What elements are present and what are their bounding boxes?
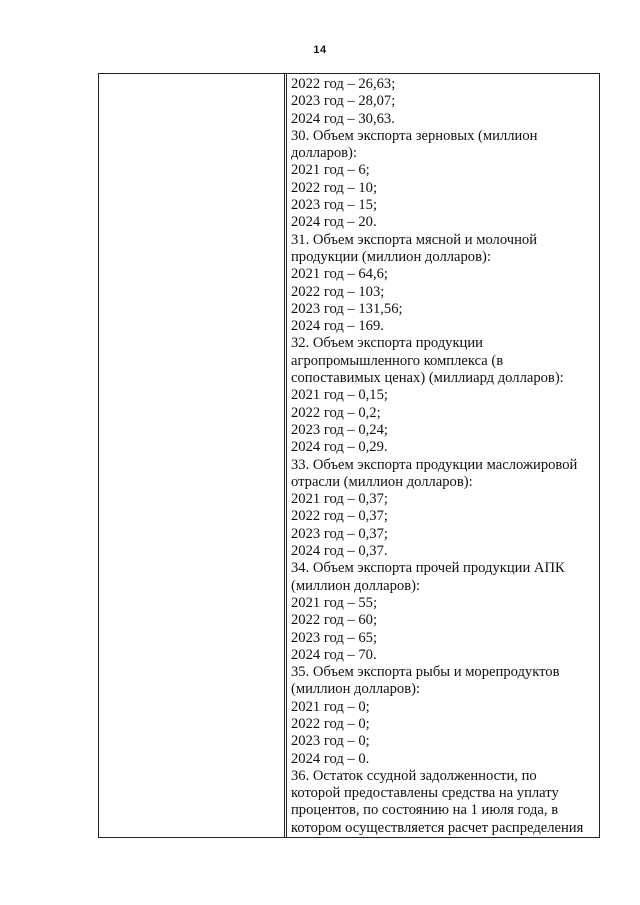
table-text-line: 2022 год – 0,37; bbox=[291, 508, 388, 525]
table-text-line: 2021 год – 0; bbox=[291, 698, 370, 715]
table-text-line: 2024 год – 169. bbox=[291, 318, 384, 335]
table-text-line: 2021 год – 64,6; bbox=[291, 266, 388, 283]
table-text-line: 32. Объем экспорта продукции bbox=[291, 335, 483, 352]
table-text-line: 2021 год – 0,15; bbox=[291, 387, 388, 404]
table-text-line: 34. Объем экспорта прочей продукции АПК bbox=[291, 560, 565, 577]
table-text-line: 2022 год – 10; bbox=[291, 179, 378, 196]
table-text-line: 30. Объем экспорта зерновых (миллион bbox=[291, 127, 538, 144]
table-text-line: 36. Остаток ссудной задолженности, по bbox=[291, 767, 537, 784]
table-text-line: 2021 год – 6; bbox=[291, 162, 370, 179]
table-text-line: 2024 год – 20. bbox=[291, 214, 377, 231]
table-text-line: 2021 год – 0,37; bbox=[291, 491, 388, 508]
table-text-line: агропромышленного комплекса (в bbox=[291, 352, 504, 369]
table-text-line: 2022 год – 60; bbox=[291, 612, 378, 629]
table-text-line: котором осуществляется расчет распределения bbox=[291, 819, 584, 836]
table-text-line: 2024 год – 0,37. bbox=[291, 543, 388, 560]
table-text-line: 2023 год – 0; bbox=[291, 733, 370, 750]
table-text-line: 2023 год – 15; bbox=[291, 197, 378, 214]
page-number: 14 bbox=[313, 44, 327, 56]
table-text-line: 2022 год – 26,63; bbox=[291, 76, 396, 92]
table-text-line: 31. Объем экспорта мясной и молочной bbox=[291, 231, 538, 248]
indicator-table bbox=[98, 73, 600, 838]
table-text-line: которой предоставлены средства на уплату bbox=[291, 785, 559, 802]
table-text-line: процентов, по состоянию на 1 июля года, в bbox=[291, 802, 559, 819]
table-text-line: отрасли (миллион долларов): bbox=[291, 473, 473, 490]
table-text-line: долларов): bbox=[291, 145, 357, 162]
table-text-line: сопоставимых ценах) (миллиард долларов): bbox=[291, 370, 564, 387]
table-text-line: (миллион долларов): bbox=[291, 577, 421, 594]
table-text-line: 33. Объем экспорта продукции масложировой bbox=[291, 456, 578, 473]
table-text-line: 2023 год – 28,07; bbox=[291, 93, 396, 110]
table-text-line: 2024 год – 0. bbox=[291, 750, 370, 767]
table-text-line: 2024 год – 30,63. bbox=[291, 110, 395, 127]
table-text-line: 2023 год – 65; bbox=[291, 629, 378, 646]
table-text-line: 2024 год – 70. bbox=[291, 646, 377, 663]
table-text-line: 2022 год – 0; bbox=[291, 715, 370, 732]
table-text-line: 35. Объем экспорта рыбы и морепродуктов bbox=[291, 664, 560, 681]
table-right-column bbox=[287, 74, 599, 837]
table-text-line: 2022 год – 0,2; bbox=[291, 404, 381, 421]
table-text-line: 2022 год – 103; bbox=[291, 283, 385, 300]
table-text-line: 2023 год – 131,56; bbox=[291, 300, 403, 317]
table-text-line: (миллион долларов): bbox=[291, 681, 421, 698]
table-text-line: 2023 год – 0,37; bbox=[291, 525, 388, 542]
table-text-line: 2021 год – 55; bbox=[291, 594, 378, 611]
table-left-column bbox=[99, 74, 284, 837]
table-text-line: 2023 год – 0,24; bbox=[291, 421, 388, 438]
table-text-line: продукции (миллион долларов): bbox=[291, 248, 491, 265]
table-text-line: 2024 год – 0,29. bbox=[291, 439, 388, 456]
